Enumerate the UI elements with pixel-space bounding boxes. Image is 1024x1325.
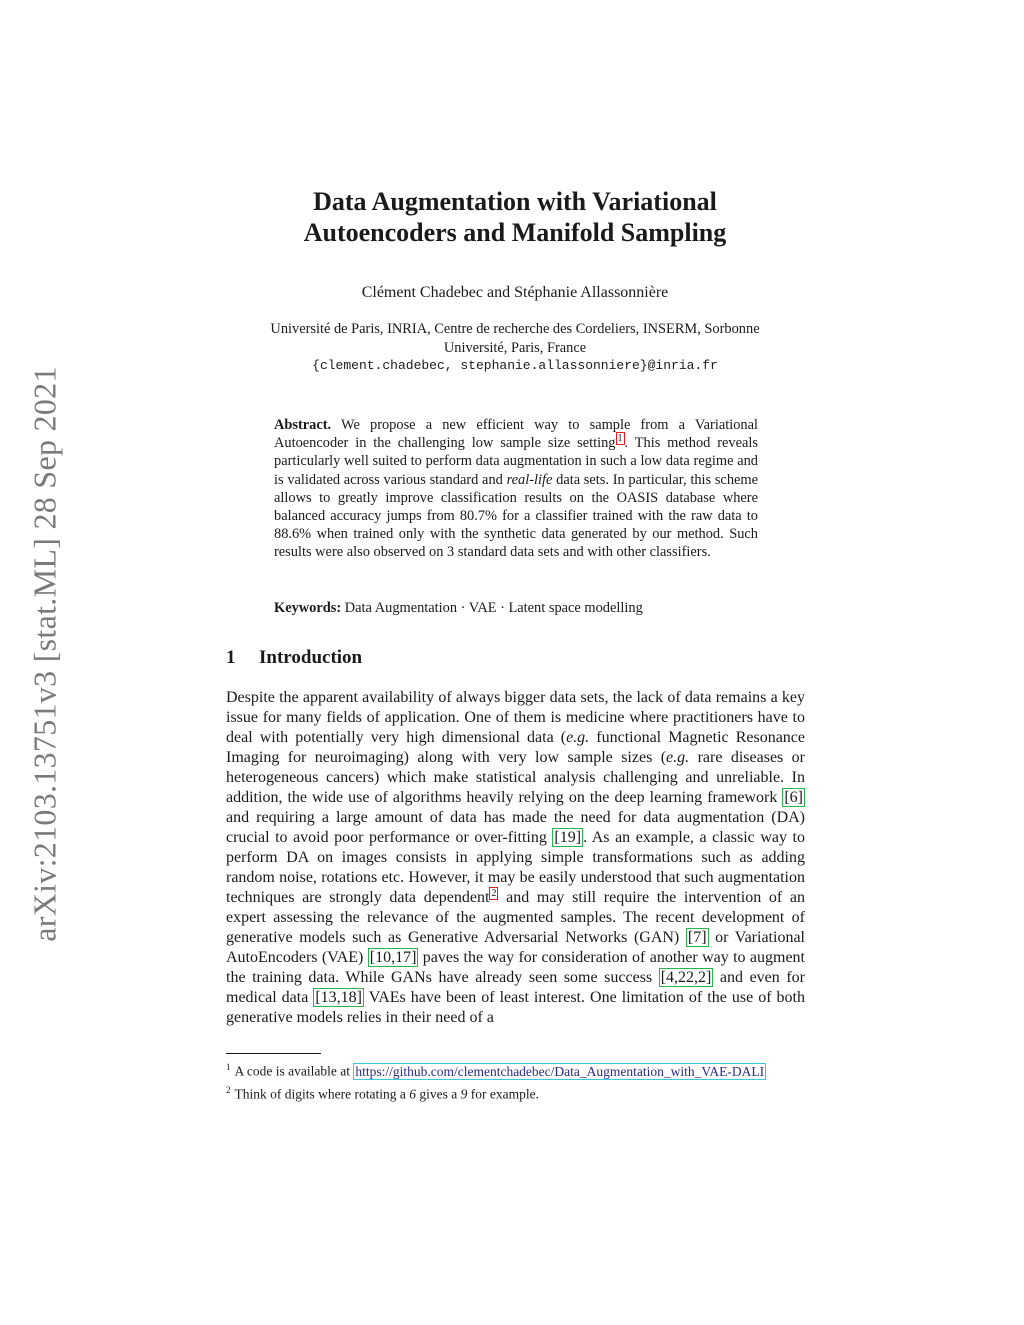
abstract-text-3: data sets. In particular, this scheme allows to greatly improve classification results on the OASIS database where balanced accuracy jumps from 80.7% for a classifier trained with the raw data to 88.6% when trained only with the synthetic data generated by our method. Such results were also observed on 3 standard data sets and with other classifiers.: [274, 471, 758, 561]
intro-eg: e.g.: [666, 749, 690, 766]
abstract-label: Abstract.: [274, 417, 332, 433]
footnote-ref-1[interactable]: 1: [617, 433, 623, 445]
footnote-digit: 9: [460, 1086, 468, 1101]
citation-link[interactable]: [10,17]: [369, 949, 417, 966]
title-line-1: Data Augmentation with Variational: [313, 187, 717, 216]
abstract-text-2: . This method reveals particularly well suited to perform data augmentation in such a low data regime and is validated across various standard and: [274, 435, 758, 488]
footnote-ref-2[interactable]: 2: [491, 887, 497, 899]
abstract-text-1: We propose a new efficient way to sample from a Variational Autoencoder in the challenging low sample size setting: [274, 417, 759, 452]
intro-text: VAEs have been of least interest. One limitation of the use of both generative models relies in their need of a: [226, 989, 805, 1026]
affiliation-line-2: Université, Paris, France: [443, 339, 587, 356]
citation-link[interactable]: [19]: [554, 829, 582, 846]
affiliation: [222, 320, 808, 376]
section-heading: [226, 647, 362, 669]
abstract-emphasis: real-life: [506, 471, 553, 488]
authors: Clément Chadebec and Stéphanie Allassonnière: [361, 284, 669, 301]
keywords-text: Data Augmentation · VAE · Latent space modelling: [344, 600, 643, 616]
abstract: [274, 416, 758, 562]
footnotes: [226, 1058, 806, 1103]
citation-link[interactable]: [7]: [687, 929, 707, 946]
intro-paragraph: [226, 688, 805, 1028]
intro-text: rare diseases or heterogeneous cancers) which make statistical analysis challenging and unreliable. In addition, the wide use of algorithms heavily relying on the deep learning framework: [226, 749, 806, 806]
citation-link[interactable]: [4,22,2]: [660, 969, 712, 986]
paper-title: [200, 186, 830, 248]
citation-link[interactable]: [13,18]: [315, 989, 362, 1006]
code-url-link[interactable]: https://github.com/clementchadebec/Data_Augmentation_with_VAE-DALI: [355, 1063, 765, 1079]
section-title: Introduction: [259, 647, 363, 668]
arxiv-sidebar: [27, 354, 63, 954]
intro-text: and may still require the intervention of an expert assessing the relevance of the augmented samples. The recent development of generative models such as Generative Adversarial Networks (GAN): [226, 889, 806, 946]
intro-text: . As an example, a classic way to perform DA on images consists in applying simple transformations such as adding random noise, rotations etc. However, it may be easily understood that such augmentation techniques are strongly data dependent: [226, 829, 805, 906]
footnote-2: [226, 1081, 806, 1104]
intro-text: paves the way for consideration of another way to augment the training data. While GANs have already seen some success: [226, 949, 805, 986]
arxiv-identifier: arXiv:2103.13751v3 [stat.ML] 28 Sep 2021: [26, 366, 63, 942]
intro-text: or Variational AutoEncoders (VAE): [226, 929, 805, 966]
footnote-divider: [226, 1053, 321, 1054]
affiliation-line-1: Université de Paris, INRIA, Centre de recherche des Cordeliers, INSERM, Sorbonne: [270, 321, 760, 337]
keywords-label: Keywords:: [274, 600, 342, 616]
intro-text: functional Magnetic Resonance Imaging for neuroimaging) along with very low sample sizes (: [226, 729, 805, 766]
email: {clement.chadebec, stephanie.allassonniere}@inria.fr: [312, 358, 718, 373]
footnote-text: gives a: [415, 1086, 461, 1101]
section-number: 1: [226, 647, 236, 668]
footnote-mark: 1: [226, 1062, 231, 1072]
keywords: [274, 599, 758, 617]
intro-text: and requiring a large amount of data has made the need for data augmentation (DA) crucial to avoid poor performance or over-fitting: [226, 809, 805, 846]
footnote-mark: 2: [226, 1084, 231, 1095]
title-line-2: Autoencoders and Manifold Sampling: [303, 218, 727, 247]
intro-text: Despite the apparent availability of always bigger data sets, the lack of data remains a key issue for many fields of application. One of them is medicine where practitioners have to deal with potentially very high dimensional data (: [226, 689, 805, 746]
footnote-digit: 6: [409, 1086, 416, 1101]
footnote-text: A code is available at: [234, 1063, 354, 1079]
intro-text: and even for medical data: [226, 969, 805, 1006]
footnote-text: for example.: [467, 1086, 539, 1101]
footnote-text: Think of digits where rotating a: [234, 1086, 410, 1101]
footnote-1: [226, 1058, 806, 1081]
intro-eg: e.g.: [566, 729, 590, 746]
citation-link[interactable]: [6]: [784, 789, 803, 806]
